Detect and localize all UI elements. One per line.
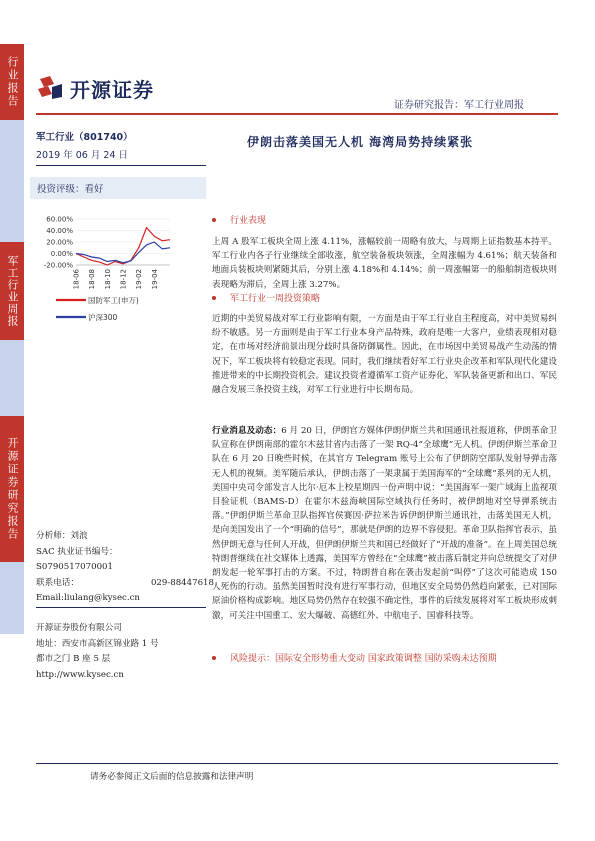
- email-label: Email:: [36, 593, 64, 603]
- report-subtitle: 证券研究报告：军工行业周报: [394, 100, 524, 111]
- chart-x-tick-label: 19-02: [135, 269, 144, 290]
- rating-box: [30, 177, 206, 199]
- chart-y-tick-label: 60.00%: [46, 215, 73, 224]
- info-rule-1: [36, 165, 206, 166]
- section-2-title: 军工行业一周投资策略: [230, 294, 321, 304]
- header-rule: [36, 113, 558, 115]
- risk-warning: [212, 651, 557, 664]
- chart-y-tick-label: -20.00%: [43, 261, 73, 270]
- chart-x-tick-label: 18-12: [119, 269, 128, 290]
- footer-disclaimer: 请务必参阅正文后面的信息披露和法律声明: [90, 772, 254, 782]
- section-2-body: 近期的中美贸易战对军工行业影响有限，一方面是由于军工行业自主程度高，对中美贸易纠纷不敏感。另一方面则是由于军工行业本身产品特殊，政府是唯一大客户，业绩表现相对稳定，在市场对经济前景出现分歧时具备防御属性。因此，在市场因中美贸易战产生动荡的情况下，军工板块将有较稳定表现。同时，我们继续看好军工行业央企改革和军队现代化建设推进带来的中长期投资机会。建议投资者遵循军工资产证券化、军队装备更新和出口、军民融合发展三条投资主线，对军工行业进行中长期布局。: [212, 314, 557, 396]
- stock-trend-chart-svg: [32, 207, 202, 327]
- analyst-block: [36, 529, 214, 607]
- chart-series-defense-line: [76, 228, 170, 265]
- analyst-name: 分析师：刘浪: [36, 531, 88, 541]
- section-news: [212, 424, 557, 623]
- chart-x-tick-label: 18-10: [103, 269, 112, 290]
- email-link[interactable]: liulang@kysec.cn: [63, 593, 140, 603]
- legend-label: 国防军工(申万): [88, 296, 139, 305]
- section-1-title: 行业表现: [230, 216, 267, 226]
- rating-label: 投资评级：看好: [37, 184, 104, 195]
- chart-x-tick-label: 19-04: [150, 269, 159, 290]
- company-website-link[interactable]: http://www.kysec.cn: [36, 669, 124, 680]
- footer-rule: [36, 763, 558, 764]
- section-3-lead: 行业消息及动态：: [212, 426, 282, 436]
- side-tab-spacer-3: [0, 562, 24, 634]
- side-tab-report-series: [0, 242, 24, 340]
- company-address-2: 都市之门 B 座 5 层: [36, 654, 111, 664]
- side-tab-research-label: 开源证券研究报告: [6, 437, 19, 541]
- report-title: 伊朗击落美国无人机 海湾局势持续紧张: [247, 135, 474, 149]
- company-block: [36, 612, 216, 683]
- chart-y-tick-label: 40.00%: [46, 227, 73, 235]
- chart-x-tick-label: 18-08: [88, 269, 97, 290]
- report-date: 2019 年 06 月 24 日: [36, 150, 128, 161]
- logo-text: 开源证券: [70, 77, 154, 102]
- bullet-icon: [212, 218, 216, 222]
- info-rule-2: [36, 607, 206, 608]
- sac-number: S0790517070001: [36, 562, 113, 572]
- chart-y-tick-label: 20.00%: [46, 238, 73, 247]
- bullet-icon: [212, 656, 216, 660]
- risk-warning-text: 风险提示：国际安全形势重大变动 国家政策调整 国防采购未达预期: [230, 654, 497, 664]
- side-tab-research: [0, 416, 24, 562]
- stock-trend-chart: [32, 207, 202, 327]
- chart-y-tick-label: 0.00%: [50, 250, 73, 258]
- section-investment-strategy: [212, 291, 557, 397]
- side-tab-report-series-label: 军工行业周报: [6, 255, 19, 327]
- phone-number: 029-88447618: [150, 577, 214, 588]
- company-address-1: 地址：西安市高新区锦业路 1 号: [36, 638, 159, 649]
- side-tab-spacer-2: [0, 340, 24, 416]
- bullet-icon: [212, 296, 216, 300]
- chart-x-tick-label: 18-06: [72, 269, 81, 290]
- phone-label: 联系电话：: [36, 577, 79, 588]
- section-industry-performance: [212, 213, 557, 292]
- section-1-body: 上周 A 股军工板块全周上涨 4.11%，涨幅较前一周略有放大，与周期上证指数基本持平。军工行业内各子行业继续全部收涨，航空装备板块领涨，全周涨幅为 4.61%；航天装备和地面兵装板块则紧随其后，分别上涨 4.18%和 4.14%；前一周涨幅第一的船舶制造板块则表现略为滞后，全周上涨 3.27%。: [212, 237, 557, 290]
- company-logo: [36, 74, 196, 102]
- stock-name-code: 军工行业（801740）: [36, 132, 133, 143]
- side-tab-report-type: [0, 44, 24, 120]
- section-3-body: 6 月 20 日，伊朗官方媒体伊朗伊斯兰共和国通讯社报道称，伊朗革命卫队宣称在伊朗南部的霍尔木兹甘省内击落了一架 RQ-4“全球鹰”无人机。伊朗伊斯兰革命卫队在 6 月 20 日晚些时候，在其官方 Telegram 账号上公布了伊朗防空部队发射导弹击落无人机的视频。美军随后承认，伊朗击落了一架隶属于美国海军的“全球鹰”系列的无人机，美国中央司令部发言人比尔·厄本上校星期四一份声明中说：“美国海军一架广域海上监视项目验证机（BAMS-D）在霍尔木兹海峡国际空域执行任务时，被伊朗地对空导弹系统击落。”伊朗伊斯兰革命卫队指挥官侯赛因·萨拉米告诉伊朗伊斯兰通讯社，击落美国无人机，是向美国发出了一个“明确的信号”，那就是伊朗的边界不容侵犯。革命卫队指挥官表示，虽然伊朗无意与任何人开战，但伊朗伊斯兰共和国已经做好了“开战的准备”。在上周美国总统特朗普继续在社交媒体上透露，美国军方曾经在“全球鹰”被击落后制定并向总统提交了对伊朗发起一轮军事打击的方案。不过，特朗普自称在袭击发起前“叫停”了这次可能造成 150 人死伤的行动。虽然美国暂时没有进行军事行动，但地区安全局势仍然趋向紧张，已对国际原油价格构成影响。地区局势仍然存在较强不确定性，事件的后续发展将对军工板块形成刺激，可关注中国重工、宏大爆破、高德红外、中航电子、国睿科技等。: [212, 426, 557, 621]
- legend-label: 沪深300: [88, 313, 118, 322]
- side-tab-report-type-label: 行业报告: [6, 56, 19, 108]
- side-tab-spacer-1: [0, 120, 24, 242]
- company-name: 开源证券股份有限公司: [36, 623, 122, 633]
- logo-mark-icon: [36, 75, 64, 101]
- sac-label: SAC 执业证书编号：: [36, 546, 118, 557]
